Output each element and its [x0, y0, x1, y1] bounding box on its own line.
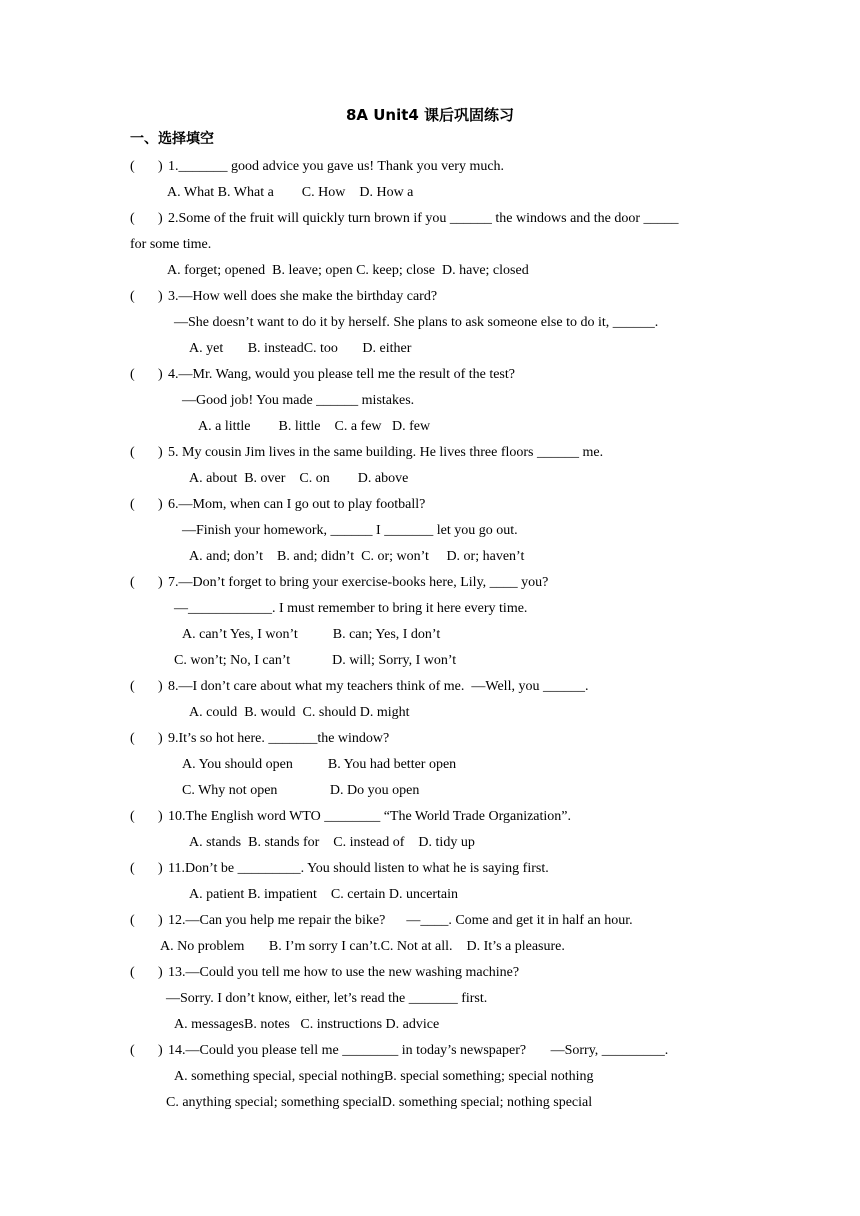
answer-blank-close: ) — [158, 211, 167, 226]
answer-blank: ( — [130, 809, 135, 824]
answer-blank-close: ) — [158, 367, 167, 382]
answer-blank: ( — [130, 159, 135, 174]
answer-options: A. forget; opened B. leave; open C. keep; close D. have; closed — [167, 263, 529, 278]
answer-options: A. a little B. little C. a few D. few — [198, 419, 431, 434]
answer-blank: ( — [130, 731, 135, 746]
answer-blank: ( — [130, 1043, 135, 1058]
question-stem: 3.—How well does she make the birthday card? — [168, 289, 438, 304]
question-stem-line: —____________. I must remember to bring it here every time. — [174, 601, 528, 616]
question-stem: 8.—I don’t care about what my teachers think of me. —Well, you ______. — [168, 679, 589, 694]
answer-blank-close: ) — [158, 809, 167, 824]
answer-blank-close: ) — [158, 445, 167, 460]
answer-options: A. could B. would C. should D. might — [189, 705, 410, 720]
answer-options: A. yet B. insteadC. too D. either — [189, 341, 412, 356]
answer-blank-close: ) — [158, 965, 167, 980]
question-stem: 4.—Mr. Wang, would you please tell me the result of the test? — [168, 367, 515, 382]
answer-blank-close: ) — [158, 913, 167, 928]
answer-blank: ( — [130, 497, 135, 512]
answer-blank: ( — [130, 575, 135, 590]
answer-blank-close: ) — [158, 575, 167, 590]
answer-blank: ( — [130, 679, 135, 694]
answer-blank: ( — [130, 913, 135, 928]
answer-blank-close: ) — [158, 861, 167, 876]
question-stem: 12.—Can you help me repair the bike? —____. Come and get it in half an hour. — [168, 913, 633, 928]
answer-options: A. messagesB. notes C. instructions D. advice — [174, 1017, 440, 1032]
answer-blank-close: ) — [158, 1043, 167, 1058]
answer-blank: ( — [130, 289, 135, 304]
answer-blank: ( — [130, 211, 135, 226]
question-stem-line: for some time. — [130, 237, 212, 252]
question-stem: 10.The English word WTO ________ “The World Trade Organization”. — [168, 809, 571, 824]
answer-options: C. anything special; something specialD. something special; nothing special — [166, 1095, 593, 1110]
answer-blank-close: ) — [158, 159, 167, 174]
answer-blank: ( — [130, 861, 135, 876]
answer-options: A. can’t Yes, I won’t B. can; Yes, I don’t — [182, 627, 441, 642]
answer-blank-close: ) — [158, 289, 167, 304]
answer-options: A. You should open B. You had better open — [182, 757, 457, 772]
answer-options: A. about B. over C. on D. above — [189, 471, 409, 486]
answer-blank-close: ) — [158, 497, 167, 512]
question-stem-line: —Good job! You made ______ mistakes. — [182, 393, 415, 408]
answer-options: A. patient B. impatient C. certain D. uncertain — [189, 887, 459, 902]
answer-options: A. and; don’t B. and; didn’t C. or; won’t D. or; haven’t — [189, 549, 525, 564]
answer-options: A. stands B. stands for C. instead of D. tidy up — [189, 835, 475, 850]
section-heading: 一、选择填空 — [130, 131, 214, 147]
question-stem: 6.—Mom, when can I go out to play football? — [168, 497, 426, 512]
answer-blank-close: ) — [158, 679, 167, 694]
answer-blank-close: ) — [158, 731, 167, 746]
question-stem: 2.Some of the fruit will quickly turn brown if you ______ the windows and the door _____ — [168, 211, 679, 226]
answer-options: C. won’t; No, I can’t D. will; Sorry, I won’t — [174, 653, 457, 668]
answer-options: C. Why not open D. Do you open — [182, 783, 420, 798]
answer-options: A. No problem B. I’m sorry I can’t.C. Not at all. D. It’s a pleasure. — [160, 939, 565, 954]
question-stem: 1._______ good advice you gave us! Thank you very much. — [168, 159, 505, 174]
answer-blank: ( — [130, 965, 135, 980]
question-stem: 5. My cousin Jim lives in the same building. He lives three floors ______ me. — [168, 445, 604, 460]
question-stem-line: —She doesn’t want to do it by herself. She plans to ask someone else to do it, ______. — [174, 315, 659, 330]
answer-options: A. What B. What a C. How D. How a — [167, 185, 414, 200]
question-stem: 11.Don’t be _________. You should listen to what he is saying first. — [168, 861, 549, 876]
question-stem: 9.It’s so hot here. _______the window? — [168, 731, 390, 746]
answer-options: A. something special, special nothingB. special something; special nothing — [174, 1069, 594, 1084]
question-stem: 13.—Could you tell me how to use the new washing machine? — [168, 965, 520, 980]
answer-blank: ( — [130, 445, 135, 460]
answer-blank: ( — [130, 367, 135, 382]
question-stem: 14.—Could you please tell me ________ in today’s newspaper? —Sorry, _________. — [168, 1043, 669, 1058]
page-title: 8A Unit4 课后巩固练习 — [345, 106, 515, 124]
question-stem-line: —Finish your homework, ______ I _______ let you go out. — [182, 523, 518, 538]
question-stem-line: —Sorry. I don’t know, either, let’s read the _______ first. — [166, 991, 488, 1006]
question-stem: 7.—Don’t forget to bring your exercise-books here, Lily, ____ you? — [168, 575, 549, 590]
